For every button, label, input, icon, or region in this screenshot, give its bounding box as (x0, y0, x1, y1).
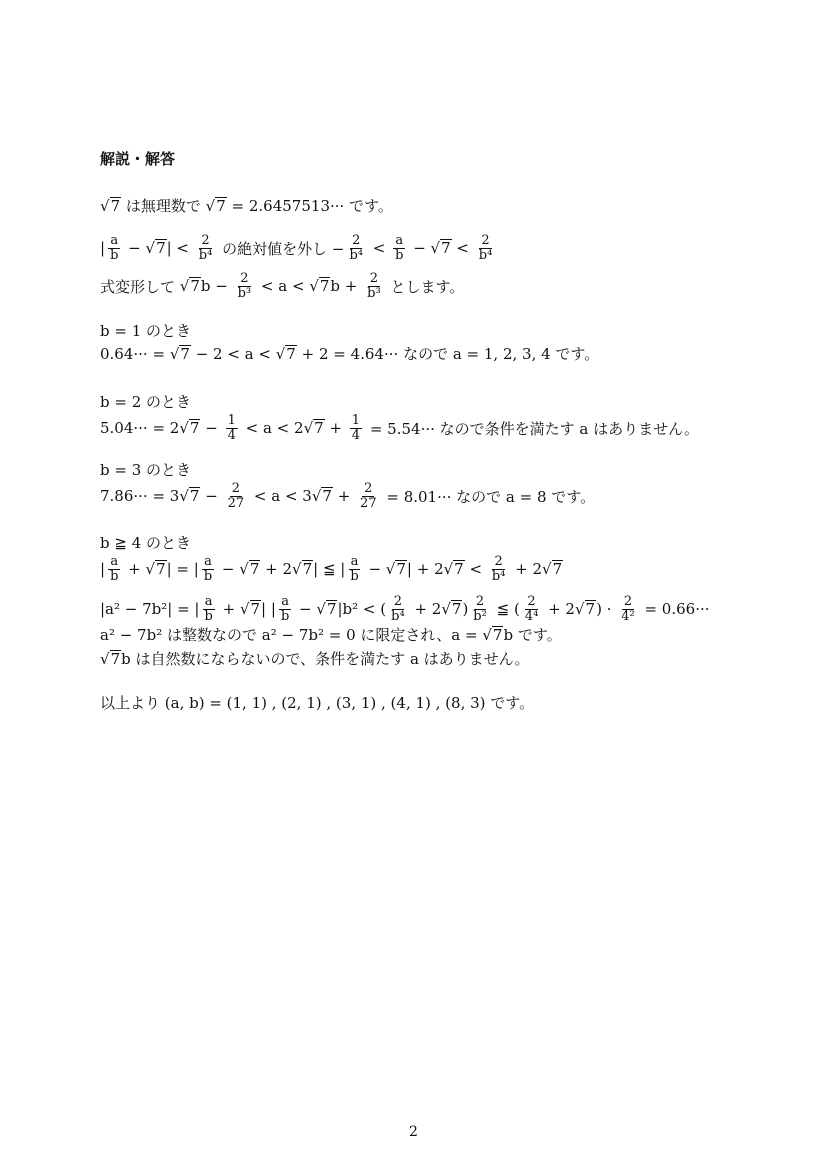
text-run: b + (330, 277, 363, 296)
radicand: 7 (250, 600, 261, 619)
text-run: + (324, 419, 347, 438)
denominator: b⁴ (391, 608, 405, 624)
numerator: 2 (364, 481, 373, 496)
text-run: b ≧ 4 のとき (100, 534, 192, 552)
text-run: + 2 (409, 600, 442, 619)
radicand: 7 (585, 600, 596, 619)
fraction (365, 272, 383, 300)
square-root (431, 239, 452, 257)
fraction (347, 234, 365, 262)
square-root (482, 626, 503, 644)
math-line (100, 234, 497, 262)
radical-sign: √ (145, 239, 156, 258)
numerator: 2 (475, 594, 485, 609)
radicand: 7 (156, 560, 166, 579)
text-run: | ≦ | (313, 560, 346, 579)
square-root (179, 419, 200, 437)
numerator: 2 (201, 233, 210, 248)
radical-sign: √ (179, 277, 190, 296)
numerator: a (350, 554, 359, 569)
text-run: = 2.6457513··· です。 (226, 197, 393, 215)
text-run: | | (261, 600, 276, 619)
radical-sign: √ (275, 344, 286, 363)
math-line (100, 320, 191, 341)
square-root (239, 560, 260, 578)
square-root (179, 487, 200, 505)
math-line (100, 692, 534, 713)
denominator: b (110, 247, 119, 263)
denominator: b (395, 247, 404, 263)
radical-sign: √ (430, 239, 441, 258)
fraction (471, 595, 489, 623)
text-run: |b² < ( (337, 600, 387, 619)
radical-sign: √ (542, 560, 552, 579)
radicand: 7 (441, 239, 451, 258)
text-run: は無理数で (121, 197, 206, 215)
numerator: a (395, 233, 404, 248)
numerator: 1 (351, 413, 361, 428)
square-root (146, 239, 167, 257)
denominator: b (280, 608, 290, 624)
text-run: 5.04··· = 2 (100, 419, 180, 438)
radical-sign: √ (574, 600, 585, 619)
radical-sign: √ (239, 600, 250, 619)
denominator: 4² (621, 608, 635, 624)
radical-sign: √ (100, 196, 110, 215)
text-run: b = 2 のとき (100, 393, 192, 411)
math-line (100, 595, 710, 623)
math-line (100, 414, 699, 442)
square-root (276, 345, 297, 363)
numerator: 2 (240, 271, 249, 286)
radical-sign: √ (145, 560, 156, 579)
text-run: − (123, 239, 146, 258)
text-run: < a < 3 (249, 487, 312, 506)
text-run: 7.86··· = 3 (100, 487, 180, 506)
radicand: 7 (110, 196, 121, 215)
denominator: 4 (351, 427, 361, 443)
text-run: − 2 < a < (190, 344, 276, 363)
text-run: a² − 7b² は整数なので a² − 7b² = 0 に限定され、a = (100, 626, 483, 644)
math-line (100, 343, 599, 364)
numerator: a (204, 594, 213, 609)
radical-sign: √ (385, 560, 396, 579)
text-run: < (451, 239, 474, 258)
math-line (100, 624, 562, 645)
text-run: + 2 (260, 560, 293, 579)
radical-sign: √ (316, 600, 326, 619)
square-root (441, 600, 462, 618)
text-run: < (367, 239, 391, 258)
radicand: 7 (216, 196, 226, 215)
square-root (206, 197, 227, 215)
square-root (304, 419, 325, 437)
radicand: 7 (314, 419, 324, 438)
text-run: |a² − 7b²| = | (100, 600, 200, 619)
math-line (100, 459, 191, 480)
fraction (226, 482, 247, 510)
text-run: 式変形して (100, 277, 180, 296)
fraction (108, 555, 120, 583)
denominator: b (110, 568, 119, 584)
text-run: | + 2 (406, 560, 444, 579)
fraction (202, 555, 214, 583)
radical-sign: √ (482, 625, 492, 644)
radicand: 7 (322, 487, 332, 506)
denominator: b⁴ (491, 568, 506, 584)
radical-sign: √ (169, 344, 180, 363)
radical-sign: √ (100, 649, 110, 668)
fraction (619, 595, 636, 623)
square-root (444, 560, 465, 578)
square-root (146, 560, 167, 578)
numerator: 2 (352, 233, 361, 248)
numerator: 2 (623, 594, 633, 609)
radical-sign: √ (292, 560, 302, 579)
radical-sign: √ (205, 196, 216, 215)
denominator: b⁴ (198, 247, 213, 263)
text-run: − (408, 239, 431, 258)
page-number: 2 (409, 1124, 418, 1140)
radical-sign: √ (443, 560, 454, 579)
text-run: + (332, 487, 356, 506)
numerator: a (204, 554, 212, 569)
numerator: 2 (393, 594, 403, 609)
numerator: a (110, 233, 119, 248)
text-run: − (294, 600, 317, 619)
text-run: − (363, 560, 386, 579)
denominator: b² (473, 608, 487, 624)
square-root (316, 600, 337, 618)
fraction (197, 234, 215, 262)
denominator: b⁴ (478, 247, 493, 263)
text-run: = 5.54··· なので条件を満たす a はありません。 (365, 419, 700, 438)
text-run: b です。 (503, 626, 562, 644)
fraction (279, 595, 291, 623)
text-run: + 2 (510, 560, 543, 579)
fraction (477, 234, 495, 262)
radical-sign: √ (179, 419, 189, 438)
radicand: 7 (396, 560, 406, 579)
fraction (393, 234, 405, 262)
denominator: b³ (237, 285, 252, 301)
fraction (226, 414, 238, 442)
text-run: = 0.66··· (639, 600, 710, 619)
radicand: 7 (492, 625, 503, 644)
radicand: 7 (326, 600, 337, 619)
radicand: 7 (302, 560, 313, 579)
text-run: | < (166, 239, 194, 258)
denominator: b³ (367, 285, 381, 301)
radicand: 7 (156, 239, 166, 258)
numerator: 2 (231, 481, 240, 496)
text-run: + (217, 600, 240, 619)
fraction (523, 595, 540, 623)
radicand: 7 (552, 560, 563, 579)
denominator: 27 (227, 495, 245, 511)
text-run: < (464, 560, 487, 579)
math-line (100, 555, 563, 583)
text-run: | (100, 560, 106, 579)
square-root (309, 277, 330, 295)
square-root (386, 560, 407, 578)
text-run: < a < 2 (240, 419, 304, 438)
numerator: a (281, 594, 289, 609)
math-line (100, 648, 530, 669)
text-run: = 8.01··· なので a = 8 です。 (381, 487, 596, 506)
fraction (389, 595, 407, 623)
text-run: ≦ ( (491, 600, 520, 619)
radicand: 7 (189, 419, 200, 438)
denominator: b⁴ (349, 247, 363, 263)
radical-sign: √ (309, 277, 319, 296)
square-root (542, 560, 563, 578)
denominator: b (204, 608, 213, 624)
section-title: 解説・解答 (100, 150, 176, 168)
denominator: b (203, 568, 213, 584)
radicand: 7 (451, 600, 462, 619)
square-root (100, 650, 121, 668)
text-run: 0.64··· = (100, 344, 170, 363)
text-run: の絶対値を外し − (217, 239, 345, 258)
math-line (100, 532, 191, 553)
text-run: b = 1 のとき (100, 322, 192, 340)
radicand: 7 (180, 344, 190, 363)
radicand: 7 (319, 277, 330, 296)
text-run: − (200, 487, 223, 506)
radicand: 7 (110, 649, 121, 668)
fraction (108, 234, 120, 262)
square-root (180, 277, 201, 295)
square-root (240, 600, 261, 618)
text-run: − (200, 419, 223, 438)
radical-sign: √ (311, 487, 322, 506)
radical-sign: √ (303, 419, 314, 438)
text-run: + 2 (543, 600, 575, 619)
text-run: ) · (596, 600, 617, 619)
text-run: ) (462, 600, 469, 619)
text-run: < a < (256, 277, 310, 296)
fraction (490, 555, 508, 583)
numerator: 2 (481, 233, 490, 248)
radical-sign: √ (239, 560, 249, 579)
text-run: 以上より (a, b) = (1, 1) , (2, 1) , (3, 1) , (4, 1) , (8, 3) です。 (100, 694, 535, 712)
numerator: 1 (227, 413, 236, 428)
text-run: + (123, 560, 146, 579)
text-run: | = | (166, 560, 199, 579)
radicand: 7 (190, 277, 200, 296)
square-root (292, 560, 313, 578)
fraction (358, 482, 379, 510)
fraction (236, 272, 254, 300)
text-run: | (100, 239, 106, 258)
radical-sign: √ (441, 600, 451, 619)
radicand: 7 (249, 560, 260, 579)
text-run: とします。 (385, 277, 465, 296)
fraction (348, 555, 360, 583)
radical-sign: √ (179, 487, 189, 506)
denominator: 27 (360, 495, 377, 511)
math-line (100, 482, 595, 510)
square-root (100, 197, 121, 215)
numerator: 2 (369, 271, 379, 286)
fraction (203, 595, 215, 623)
square-root (575, 600, 596, 618)
math-line (100, 391, 191, 412)
fraction (350, 414, 362, 442)
square-root (312, 487, 333, 505)
math-line (100, 272, 464, 300)
radicand: 7 (454, 560, 464, 579)
radicand: 7 (286, 344, 296, 363)
radicand: 7 (189, 487, 200, 506)
numerator: 2 (494, 554, 503, 569)
text-run: b − (200, 277, 233, 296)
denominator: b (350, 568, 359, 584)
numerator: 2 (527, 594, 536, 609)
denominator: 4 (227, 427, 236, 443)
numerator: a (110, 554, 119, 569)
text-run: b は自然数にならないので、条件を満たす a はありません。 (121, 650, 530, 668)
text-run: − (217, 560, 240, 579)
text-run: b = 3 のとき (100, 461, 192, 479)
denominator: 4⁴ (524, 608, 539, 624)
square-root (170, 345, 191, 363)
text-run: + 2 = 4.64··· なので a = 1, 2, 3, 4 です。 (296, 345, 600, 363)
math-line (100, 195, 393, 216)
